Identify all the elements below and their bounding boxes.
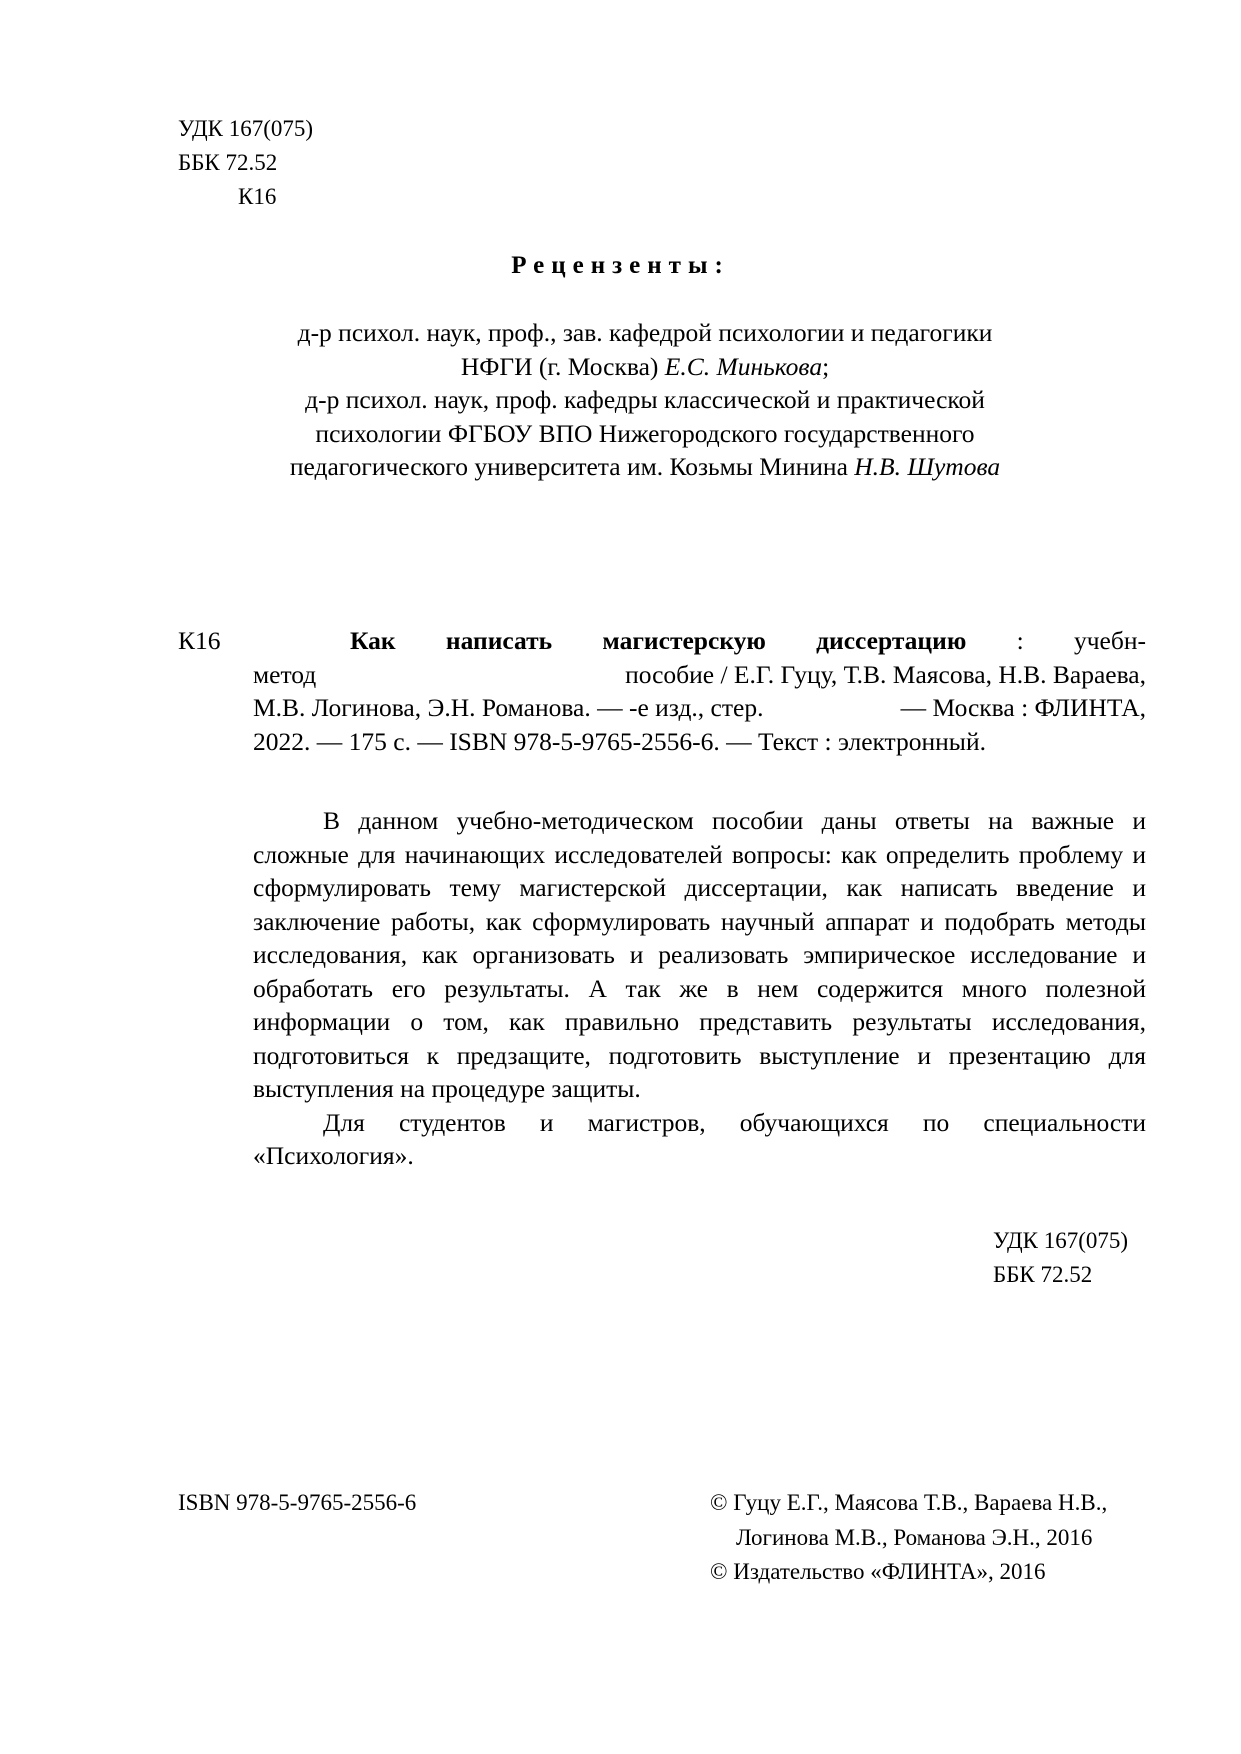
reviewer-1-name: Е.С. Минькова	[664, 351, 823, 381]
catalog-card-line-4: 2022. — 175 с. — ISBN 978-5-9765-2556-6. — Текст : электронный.	[253, 726, 986, 756]
bbk-code-bottom: ББК 72.52	[993, 1262, 1093, 1287]
title-word: диссертацию	[816, 626, 967, 655]
reviewer-1-line-1: д-р психол. наук, проф., зав. кафедрой психологии и педагогики	[297, 318, 993, 347]
author-mark: К16	[238, 184, 277, 209]
title-word: магистерскую	[602, 626, 766, 655]
copyright-block	[710, 1486, 1107, 1590]
reviewer-1-line-2: НФГИ (г. Москва) Е.С. Минькова;	[460, 351, 830, 381]
abstract-paragraph-1: В данном учебно-методическом пособии даны ответы на важные и сложные для начинающих исследователей вопросы: как определить проблему и сформулировать тему магистерской диссертации, как написать введение и заключение работы, как сформулировать научный аппарат и подобрать методы исследования, как организовать и реализовать эмпирическое исследование и обработать его результаты. А так же в нем содержится много полезной информации о том, как правильно представить результаты исследования, подготовиться к предзащите, подготовить выступление и презентацию для выступления на процедуре защиты.	[253, 806, 1146, 1103]
copyright-authors: © Гуцу Е.Г., Маясова Т.В., Вараева Н.В.,	[710, 1490, 1108, 1515]
title-tail: учебн-	[1073, 626, 1146, 655]
reviewer-2-line-1: д-р психол. наук, проф. кафедры классической и практической	[305, 385, 985, 414]
abstract-paragraph-2: Для студентов и магистров, обучающихся по специальности «Психология».	[253, 1107, 1146, 1170]
bbk-code: ББК 72.52	[178, 150, 278, 175]
catalog-card-line-3: М.В. Логинова, Э.Н. Романова. — -е изд., стер. — Москва : ФЛИНТА,	[253, 693, 1146, 722]
reviewer-2-name: Н.В. Шутова	[854, 452, 1001, 481]
catalog-card	[253, 624, 1146, 758]
udk-code-bottom: УДК 167(075)	[993, 1228, 1129, 1253]
catalog-card-mark: К16	[178, 626, 221, 655]
reviewer-2-line-2: психологии ФГБОУ ВПО Нижегородского государственного	[315, 418, 975, 448]
copyright-authors-cont: Логинова М.В., Романова Э.Н., 2016	[736, 1524, 1093, 1550]
catalog-card-line-2: метод пособие / Е.Г. Гуцу, Т.В. Маясова, Н.В. Вараева,	[253, 659, 1146, 689]
catalog-card-title-line	[253, 624, 1146, 658]
title-word: написать	[445, 626, 553, 655]
classification-codes-bottom	[993, 1224, 1128, 1292]
title-word: Как	[350, 626, 396, 655]
udk-code: УДК 167(075)	[178, 116, 314, 141]
abstract	[253, 804, 1146, 1173]
reviewer-2-line-3: педагогического университета им. Козьмы Минина Н.В. Шутова	[289, 452, 1001, 481]
reviewers-heading: Рецензенты:	[511, 252, 730, 279]
title-colon: :	[1016, 626, 1024, 655]
isbn: ISBN 978-5-9765-2556-6	[178, 1490, 417, 1515]
classification-codes-top	[178, 112, 313, 214]
copyright-publisher: © Издательство «ФЛИНТА», 2016	[710, 1559, 1046, 1584]
reviewers-block	[230, 316, 1060, 484]
